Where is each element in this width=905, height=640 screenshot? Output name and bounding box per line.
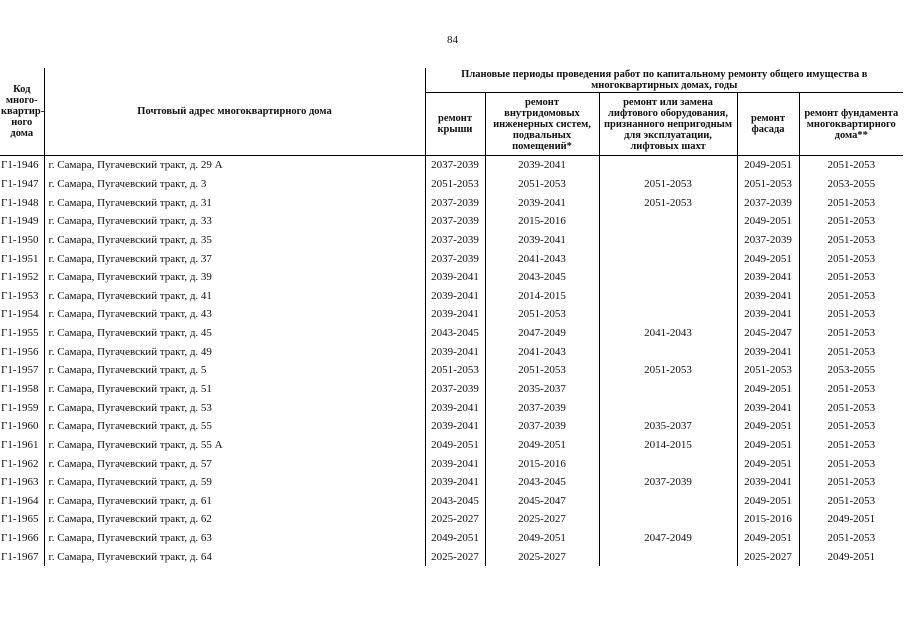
cell-address: г. Самара, Пугачевский тракт, д. 51 bbox=[44, 380, 425, 399]
cell-facade: 2015-2016 bbox=[737, 510, 799, 529]
cell-facade: 2039-2041 bbox=[737, 268, 799, 287]
cell-code: Г1-1956 bbox=[0, 342, 44, 361]
cell-roof: 2037-2039 bbox=[425, 380, 485, 399]
header-address: Почтовый адрес многоквартирного дома bbox=[44, 68, 425, 156]
cell-code: Г1-1951 bbox=[0, 249, 44, 268]
cell-facade: 2039-2041 bbox=[737, 305, 799, 324]
cell-systems: 2051-2053 bbox=[485, 305, 599, 324]
cell-code: Г1-1946 bbox=[0, 156, 44, 175]
table-row bbox=[0, 193, 903, 212]
cell-address: г. Самара, Пугачевский тракт, д. 33 bbox=[44, 212, 425, 231]
header-roof: ремонт крыши bbox=[425, 93, 485, 156]
cell-systems: 2037-2039 bbox=[485, 417, 599, 436]
cell-code: Г1-1962 bbox=[0, 454, 44, 473]
cell-systems: 2015-2016 bbox=[485, 212, 599, 231]
cell-lift bbox=[599, 286, 737, 305]
cell-code: Г1-1950 bbox=[0, 231, 44, 250]
cell-systems: 2049-2051 bbox=[485, 436, 599, 455]
cell-foundation: 2051-2053 bbox=[827, 159, 876, 172]
cell-foundation: 2051-2053 bbox=[827, 215, 876, 228]
cell-code: Г1-1963 bbox=[0, 473, 44, 492]
cell-facade: 2049-2051 bbox=[737, 212, 799, 231]
cell-systems: 2039-2041 bbox=[485, 156, 599, 175]
cell-address: г. Самара, Пугачевский тракт, д. 49 bbox=[44, 342, 425, 361]
page-number: 84 bbox=[447, 34, 458, 46]
cell-lift: 2014-2015 bbox=[599, 436, 737, 455]
cell-facade: 2049-2051 bbox=[737, 417, 799, 436]
cell-systems: 2025-2027 bbox=[485, 510, 599, 529]
cell-roof: 2051-2053 bbox=[425, 175, 485, 194]
cell-foundation: 2051-2053 bbox=[827, 327, 876, 340]
cell-code: Г1-1958 bbox=[0, 380, 44, 399]
cell-facade: 2049-2051 bbox=[737, 454, 799, 473]
table-row bbox=[0, 212, 903, 231]
cell-systems: 2025-2027 bbox=[485, 547, 599, 566]
header-code: Код много-квартир-ного дома bbox=[0, 68, 44, 156]
cell-foundation: 2051-2053 bbox=[827, 271, 876, 284]
cell-facade: 2039-2041 bbox=[737, 286, 799, 305]
cell-code: Г1-1954 bbox=[0, 305, 44, 324]
cell-roof: 2043-2045 bbox=[425, 324, 485, 343]
cell-address: г. Самара, Пугачевский тракт, д. 5 bbox=[44, 361, 425, 380]
cell-facade: 2049-2051 bbox=[737, 249, 799, 268]
cell-roof: 2025-2027 bbox=[425, 547, 485, 566]
cell-lift bbox=[599, 510, 737, 529]
cell-code: Г1-1964 bbox=[0, 492, 44, 511]
cell-code: Г1-1966 bbox=[0, 529, 44, 548]
table-row bbox=[0, 175, 903, 194]
cell-code: Г1-1955 bbox=[0, 324, 44, 343]
cell-facade: 2025-2027 bbox=[737, 547, 799, 566]
cell-roof: 2051-2053 bbox=[425, 361, 485, 380]
cell-roof: 2049-2051 bbox=[425, 529, 485, 548]
cell-systems: 2035-2037 bbox=[485, 380, 599, 399]
cell-systems: 2039-2041 bbox=[485, 231, 599, 250]
cell-facade: 2051-2053 bbox=[737, 361, 799, 380]
cell-foundation: 2051-2053 bbox=[827, 289, 876, 302]
cell-code: Г1-1949 bbox=[0, 212, 44, 231]
cell-systems: 2043-2045 bbox=[485, 473, 599, 492]
cell-facade: 2049-2051 bbox=[737, 156, 799, 175]
table-row bbox=[0, 231, 903, 250]
table-header bbox=[0, 68, 903, 156]
cell-address: г. Самара, Пугачевский тракт, д. 57 bbox=[44, 454, 425, 473]
cell-lift: 2051-2053 bbox=[599, 361, 737, 380]
cell-code: Г1-1947 bbox=[0, 175, 44, 194]
cell-roof: 2039-2041 bbox=[425, 417, 485, 436]
header-foundation: ремонт фундамента многоквартирного дома** bbox=[799, 93, 903, 156]
table-row bbox=[0, 492, 903, 511]
cell-address: г. Самара, Пугачевский тракт, д. 41 bbox=[44, 286, 425, 305]
cell-foundation: 2051-2053 bbox=[827, 476, 876, 489]
cell-roof: 2025-2027 bbox=[425, 510, 485, 529]
header-systems: ремонт внутридомовых инженерных систем, подвальных помещений* bbox=[485, 93, 599, 156]
cell-roof: 2037-2039 bbox=[425, 249, 485, 268]
cell-lift: 2047-2049 bbox=[599, 529, 737, 548]
cell-address: г. Самара, Пугачевский тракт, д. 61 bbox=[44, 492, 425, 511]
cell-foundation: 2051-2053 bbox=[827, 494, 876, 507]
cell-lift bbox=[599, 454, 737, 473]
cell-address: г. Самара, Пугачевский тракт, д. 53 bbox=[44, 398, 425, 417]
cell-foundation: 2049-2051 bbox=[827, 550, 876, 563]
cell-address: г. Самара, Пугачевский тракт, д. 63 bbox=[44, 529, 425, 548]
table-row bbox=[0, 268, 903, 287]
cell-lift: 2035-2037 bbox=[599, 417, 737, 436]
cell-address: г. Самара, Пугачевский тракт, д. 37 bbox=[44, 249, 425, 268]
cell-code: Г1-1961 bbox=[0, 436, 44, 455]
cell-lift bbox=[599, 249, 737, 268]
cell-facade: 2039-2041 bbox=[737, 473, 799, 492]
cell-systems: 2041-2043 bbox=[485, 342, 599, 361]
cell-roof: 2039-2041 bbox=[425, 286, 485, 305]
table-row bbox=[0, 454, 903, 473]
cell-foundation: 2051-2053 bbox=[827, 383, 876, 395]
cell-address: г. Самара, Пугачевский тракт, д. 31 bbox=[44, 193, 425, 212]
cell-roof: 2039-2041 bbox=[425, 268, 485, 287]
cell-code: Г1-1967 bbox=[0, 547, 44, 566]
cell-roof: 2039-2041 bbox=[425, 473, 485, 492]
cell-code: Г1-1953 bbox=[0, 286, 44, 305]
cell-roof: 2043-2045 bbox=[425, 492, 485, 511]
cell-systems: 2043-2045 bbox=[485, 268, 599, 287]
cell-foundation: 2049-2051 bbox=[827, 513, 876, 526]
cell-lift bbox=[599, 268, 737, 287]
cell-systems: 2015-2016 bbox=[485, 454, 599, 473]
table-row bbox=[0, 417, 903, 436]
table-row bbox=[0, 342, 903, 361]
table-row bbox=[0, 398, 903, 417]
cell-systems: 2051-2053 bbox=[485, 175, 599, 194]
cell-roof: 2039-2041 bbox=[425, 342, 485, 361]
cell-facade: 2049-2051 bbox=[737, 492, 799, 511]
header-periods-group: Плановые периоды проведения работ по капитальному ремонту общего имущества в многоквартирных домах, годы bbox=[425, 68, 903, 93]
cell-foundation: 2051-2053 bbox=[827, 308, 876, 321]
cell-foundation: 2053-2055 bbox=[827, 364, 876, 377]
cell-address: г. Самара, Пугачевский тракт, д. 59 bbox=[44, 473, 425, 492]
cell-address: г. Самара, Пугачевский тракт, д. 3 bbox=[44, 175, 425, 194]
cell-facade: 2049-2051 bbox=[737, 380, 799, 399]
cell-roof: 2037-2039 bbox=[425, 193, 485, 212]
cell-foundation: 2051-2053 bbox=[827, 233, 876, 246]
cell-address: г. Самара, Пугачевский тракт, д. 45 bbox=[44, 324, 425, 343]
cell-facade: 2037-2039 bbox=[737, 193, 799, 212]
table-row bbox=[0, 473, 903, 492]
cell-systems: 2051-2053 bbox=[485, 361, 599, 380]
table-row bbox=[0, 305, 903, 324]
cell-lift bbox=[599, 212, 737, 231]
cell-roof: 2037-2039 bbox=[425, 231, 485, 250]
cell-lift bbox=[599, 492, 737, 511]
cell-systems: 2047-2049 bbox=[485, 324, 599, 343]
table-row bbox=[0, 510, 903, 529]
cell-facade: 2045-2047 bbox=[737, 324, 799, 343]
cell-systems: 2037-2039 bbox=[485, 398, 599, 417]
cell-roof: 2039-2041 bbox=[425, 454, 485, 473]
table-row bbox=[0, 156, 903, 175]
cell-systems: 2014-2015 bbox=[485, 286, 599, 305]
cell-facade: 2037-2039 bbox=[737, 231, 799, 250]
cell-address: г. Самара, Пугачевский тракт, д. 64 bbox=[44, 547, 425, 566]
cell-facade: 2049-2051 bbox=[737, 436, 799, 455]
cell-foundation: 2053-2055 bbox=[827, 177, 876, 190]
cell-roof: 2037-2039 bbox=[425, 156, 485, 175]
cell-code: Г1-1960 bbox=[0, 417, 44, 436]
cell-facade: 2039-2041 bbox=[737, 342, 799, 361]
cell-foundation: 2051-2053 bbox=[827, 457, 876, 470]
cell-address: г. Самара, Пугачевский тракт, д. 43 bbox=[44, 305, 425, 324]
cell-foundation: 2051-2053 bbox=[827, 420, 876, 433]
cell-systems: 2045-2047 bbox=[485, 492, 599, 511]
cell-lift bbox=[599, 380, 737, 399]
cell-facade: 2039-2041 bbox=[737, 398, 799, 417]
cell-lift bbox=[599, 231, 737, 250]
cell-code: Г1-1965 bbox=[0, 510, 44, 529]
cell-foundation: 2051-2053 bbox=[827, 345, 876, 358]
cell-address: г. Самара, Пугачевский тракт, д. 35 bbox=[44, 231, 425, 250]
table-row bbox=[0, 361, 903, 380]
cell-code: Г1-1957 bbox=[0, 361, 44, 380]
header-lift: ремонт или замена лифтового оборудования, признанного непригодным для эксплуатации, лифтовых шахт bbox=[599, 93, 737, 156]
cell-code: Г1-1948 bbox=[0, 193, 44, 212]
cell-roof: 2039-2041 bbox=[425, 398, 485, 417]
cell-lift bbox=[599, 547, 737, 566]
cell-roof: 2039-2041 bbox=[425, 305, 485, 324]
table-row bbox=[0, 547, 903, 566]
header-facade: ремонт фасада bbox=[737, 93, 799, 156]
cell-systems: 2039-2041 bbox=[485, 193, 599, 212]
cell-lift: 2051-2053 bbox=[599, 175, 737, 194]
table-row bbox=[0, 529, 903, 548]
table-row bbox=[0, 436, 903, 455]
cell-lift bbox=[599, 156, 737, 175]
table-row bbox=[0, 324, 903, 343]
cell-lift: 2037-2039 bbox=[599, 473, 737, 492]
cell-code: Г1-1959 bbox=[0, 398, 44, 417]
cell-address: г. Самара, Пугачевский тракт, д. 55 bbox=[44, 417, 425, 436]
cell-lift: 2051-2053 bbox=[599, 193, 737, 212]
cell-code: Г1-1952 bbox=[0, 268, 44, 287]
cell-lift bbox=[599, 398, 737, 417]
cell-systems: 2041-2043 bbox=[485, 249, 599, 268]
table-row bbox=[0, 249, 903, 268]
table-body bbox=[0, 156, 903, 567]
cell-address: г. Самара, Пугачевский тракт, д. 29 А bbox=[44, 156, 425, 175]
cell-foundation: 2051-2053 bbox=[827, 438, 876, 451]
cell-address: г. Самара, Пугачевский тракт, д. 39 bbox=[44, 268, 425, 287]
cell-roof: 2049-2051 bbox=[425, 436, 485, 455]
cell-foundation: 2051-2053 bbox=[827, 532, 876, 545]
cell-foundation: 2051-2053 bbox=[827, 401, 876, 414]
table-row bbox=[0, 286, 903, 305]
cell-foundation: 2051-2053 bbox=[827, 252, 876, 265]
table-row bbox=[0, 380, 903, 399]
cell-address: г. Самара, Пугачевский тракт, д. 55 А bbox=[44, 436, 425, 455]
cell-address: г. Самара, Пугачевский тракт, д. 62 bbox=[44, 510, 425, 529]
cell-roof: 2037-2039 bbox=[425, 212, 485, 231]
cell-facade: 2049-2051 bbox=[737, 529, 799, 548]
cell-facade: 2051-2053 bbox=[737, 175, 799, 194]
cell-lift bbox=[599, 305, 737, 324]
cell-foundation: 2051-2053 bbox=[827, 196, 876, 209]
repair-schedule-table bbox=[0, 68, 903, 566]
cell-systems: 2049-2051 bbox=[485, 529, 599, 548]
cell-lift bbox=[599, 342, 737, 361]
cell-lift: 2041-2043 bbox=[599, 324, 737, 343]
